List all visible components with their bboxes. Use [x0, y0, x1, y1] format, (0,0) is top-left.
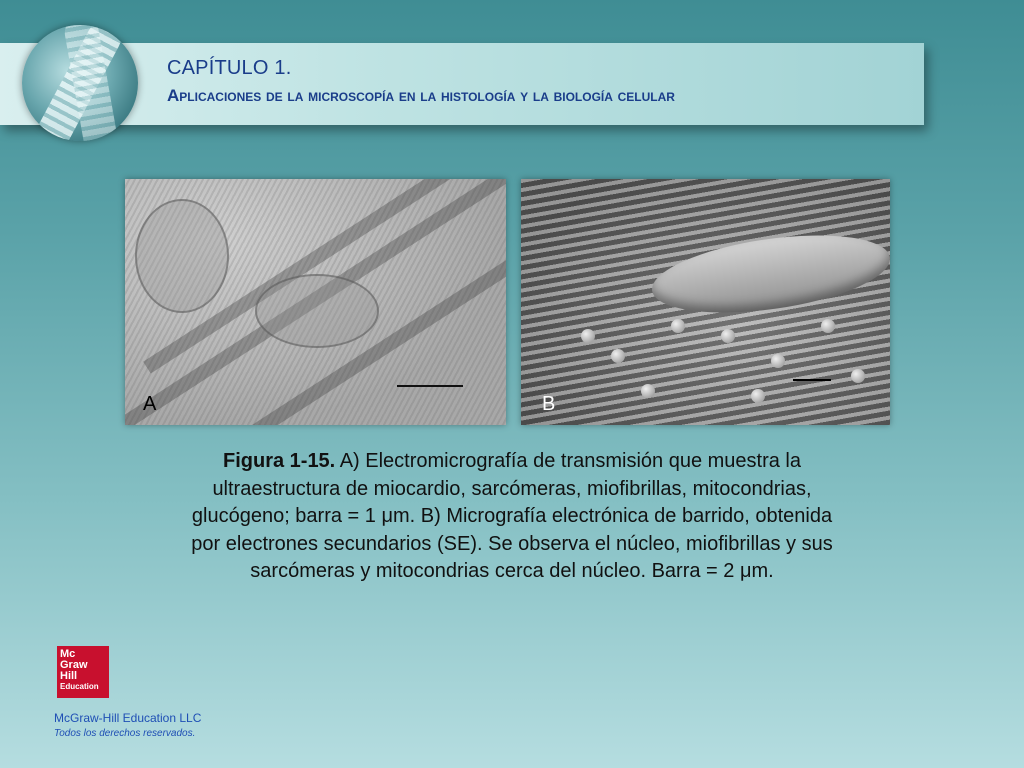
mitochondrion [851, 369, 865, 383]
panel-label-a: A [143, 393, 157, 415]
scale-bar [397, 385, 463, 387]
scale-bar [793, 379, 831, 381]
logo-line-4: Education [60, 682, 99, 691]
mitochondrion [255, 274, 379, 348]
mitochondrion [611, 349, 625, 363]
micrograph-panel-b [521, 179, 890, 425]
chromosome-orb-icon [22, 25, 138, 141]
mitochondrion [751, 389, 765, 403]
panel-label-b: B [542, 393, 556, 415]
logo-line-1: Mc [60, 648, 76, 660]
mitochondrion [821, 319, 835, 333]
mitochondrion [641, 384, 655, 398]
mitochondrion [721, 329, 735, 343]
chapter-title: CAPÍTULO 1. [167, 57, 292, 79]
micrograph-panel-a [125, 179, 506, 425]
logo-line-2: Graw [60, 659, 88, 671]
mitochondrion [135, 199, 229, 313]
mitochondrion [671, 319, 685, 333]
footer-company: McGraw-Hill Education LLC [54, 711, 202, 725]
mitochondrion [581, 329, 595, 343]
chapter-subtitle: Aplicaciones de la microscopía en la histología y la biología celular [167, 86, 675, 105]
nucleus [647, 223, 890, 326]
mitochondrion [771, 354, 785, 368]
footer-rights: Todos los derechos reservados. [54, 728, 196, 739]
mcgraw-hill-logo [57, 646, 109, 698]
logo-line-3: Hill [60, 670, 78, 682]
figure-caption [175, 448, 849, 586]
caption-lead: Figura 1-15. [222, 450, 336, 472]
caption-body: A) Electromicrografía de transmisión que muestra la ultraestructura de miocardio, sarcómeras, miofibrillas, mitocondrias, glucógeno; barra = 1 μm. B) Micrografía electrónica de barrido, obtenida por electrones secundarios (SE). Se observa el núcleo, miofibrillas y sus sarcómeras y mitocondrias cerca del núcleo. Barra = 2 μm. [191, 450, 833, 582]
header-banner [0, 43, 924, 125]
